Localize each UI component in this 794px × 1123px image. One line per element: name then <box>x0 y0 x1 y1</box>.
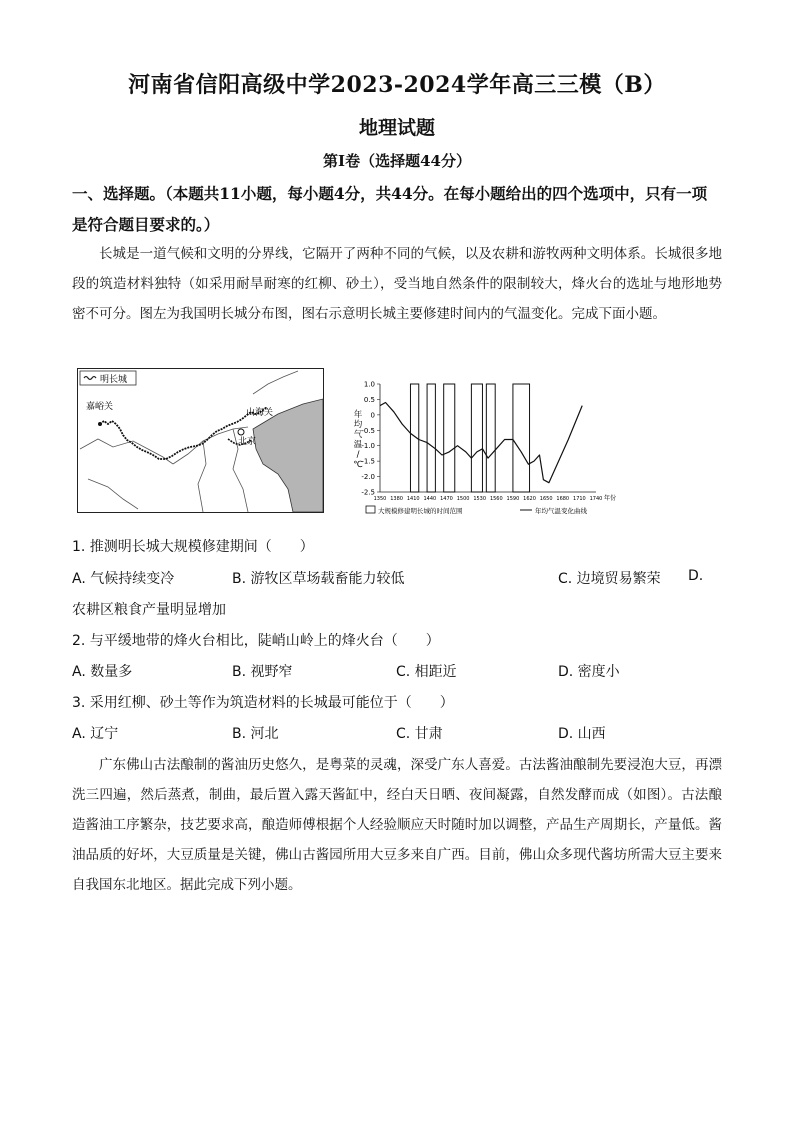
x-tick-label: 1380 <box>390 496 403 502</box>
x-tick-label: 1710 <box>573 496 586 502</box>
construction-period-bar <box>427 384 435 492</box>
construction-period-bar <box>513 384 530 492</box>
map-legend-text: 明长城 <box>100 375 128 385</box>
chart-ylabel-char: / <box>356 450 360 460</box>
q1-option-c[interactable]: C. 边境贸易繁荣 <box>558 571 661 587</box>
q2-option-b[interactable]: B. 视野窄 <box>232 664 293 680</box>
x-tick-label: 1470 <box>440 496 453 502</box>
exam-title: 河南省信阳高级中学2023-2024学年高三三模（B） <box>128 72 666 98</box>
question-3-stem: 3. 采用红柳、砂土等作为筑造材料的长城最可能位于（ ） <box>72 695 454 711</box>
chart-ylabel-char: ℃ <box>353 460 363 470</box>
x-tick-label: 1350 <box>373 496 387 502</box>
legend-line-label: 年均气温变化曲线 <box>535 507 587 515</box>
q3-option-c[interactable]: C. 甘肃 <box>396 726 443 742</box>
construction-period-bar <box>471 384 482 492</box>
q3-option-d[interactable]: D. 山西 <box>558 726 606 742</box>
x-tick-label: 1410 <box>406 496 420 502</box>
question-1-stem: 1. 推测明长城大规模修建期间（ ） <box>72 539 314 555</box>
chart-ylabel-char: 温 <box>353 440 363 450</box>
legend-bar-swatch <box>366 506 375 513</box>
q1-option-b[interactable]: B. 游牧区草场载畜能力较低 <box>232 571 405 587</box>
border-line <box>253 371 298 394</box>
chart-ylabel-char: 均 <box>353 420 363 430</box>
volume-title: 第Ⅰ卷（选择题44分） <box>323 152 471 170</box>
beijing-marker <box>238 429 244 435</box>
construction-period-bar <box>486 384 495 492</box>
x-tick-label: 1740 <box>589 496 603 502</box>
great-wall-line <box>100 407 267 459</box>
x-axis-label: 年份 <box>604 495 617 502</box>
y-tick-label: -0.5 <box>361 426 375 435</box>
q1-option-a[interactable]: A. 气候持续变冷 <box>72 571 175 587</box>
construction-period-bar <box>444 384 455 492</box>
label-shanhaiguan: 山海关 <box>246 408 274 418</box>
label-jiayuguan: 嘉峪关 <box>86 402 114 412</box>
x-tick-label: 1620 <box>523 496 536 502</box>
legend-bar-label: 大规模修建明长城的时间范围 <box>378 507 463 515</box>
subject-title: 地理试题 <box>358 117 435 139</box>
q2-option-d[interactable]: D. 密度小 <box>558 664 620 680</box>
y-tick-label: -2.5 <box>361 488 375 497</box>
q2-option-a[interactable]: A. 数量多 <box>72 664 133 680</box>
q1-option-d-label[interactable]: D. <box>688 568 704 584</box>
x-tick-label: 1440 <box>423 496 437 502</box>
question-2-stem: 2. 与平缓地带的烽火台相比，陡峭山岭上的烽火台（ ） <box>72 633 440 649</box>
x-tick-label: 1680 <box>556 496 570 502</box>
y-tick-label: 1.0 <box>363 380 375 389</box>
x-tick-label: 1560 <box>489 496 503 502</box>
map-graphic <box>78 369 323 512</box>
ming-great-wall-map <box>77 368 324 513</box>
label-beijing: 北京 <box>238 437 257 447</box>
border-line <box>88 479 138 509</box>
x-tick-label: 1500 <box>456 496 470 502</box>
chart-svg <box>338 372 628 520</box>
q3-option-b[interactable]: B. 河北 <box>232 726 279 742</box>
x-tick-label: 1530 <box>473 496 487 502</box>
passage-great-wall: 长城是一道气候和文明的分界线，它隔开了两种不同的气候，以及农耕和游牧两种文明体系。长城很多地段的筑造材料独特（如采用耐旱耐寒的红柳、砂土），受当地自然条件的限制较大，烽火台的选址与地形地势密不可分。图左为我国明长城分布图，图右示意明长城主要修建时间内的气温变化。完成下面小题。 <box>72 246 722 322</box>
q1-option-d-text[interactable]: 农耕区粮食产量明显增加 <box>72 602 226 618</box>
y-tick-label: -1.0 <box>361 442 375 451</box>
jiayuguan-marker <box>98 422 102 426</box>
y-tick-label: -2.0 <box>361 473 375 482</box>
y-tick-label: -1.5 <box>361 457 375 466</box>
y-tick-label: 0.5 <box>363 395 375 404</box>
x-tick-label: 1590 <box>506 496 520 502</box>
border-line <box>198 441 206 512</box>
temperature-chart <box>338 372 628 524</box>
q3-option-a[interactable]: A. 辽宁 <box>72 726 119 742</box>
border-line <box>80 439 173 464</box>
chart-ylabel-char: 年 <box>353 410 363 420</box>
y-tick-label: 0 <box>370 411 375 420</box>
section-heading: 一、选择题。（本题共11小题，每小题4分，共44分。在每小题给出的四个选项中，只有一项是符合题目要求的。） <box>72 184 708 234</box>
passage-soy-sauce: 广东佛山古法酿制的酱油历史悠久，是粤菜的灵魂，深受广东人喜爱。古法酱油酿制先要浸泡大豆，再漂洗三四遍，然后蒸煮，制曲，最后置入露天酱缸中，经白天日晒、夜间凝露，自然发酵而成（如图）。古法酿造酱油工序繁杂，技艺要求高，酿造师傅根据个人经验顺应天时随时加以调整，产品生产周期长，产量低。酱油品质的好坏，大豆质量是关键，佛山古酱园所用大豆多来自广西。目前，佛山众多现代酱坊所需大豆主要来自我国东北地区。据此完成下列小题。 <box>72 757 722 893</box>
chart-ylabel-char: 气 <box>353 430 363 440</box>
q2-option-c[interactable]: C. 相距近 <box>396 664 457 680</box>
x-tick-label: 1650 <box>539 496 553 502</box>
